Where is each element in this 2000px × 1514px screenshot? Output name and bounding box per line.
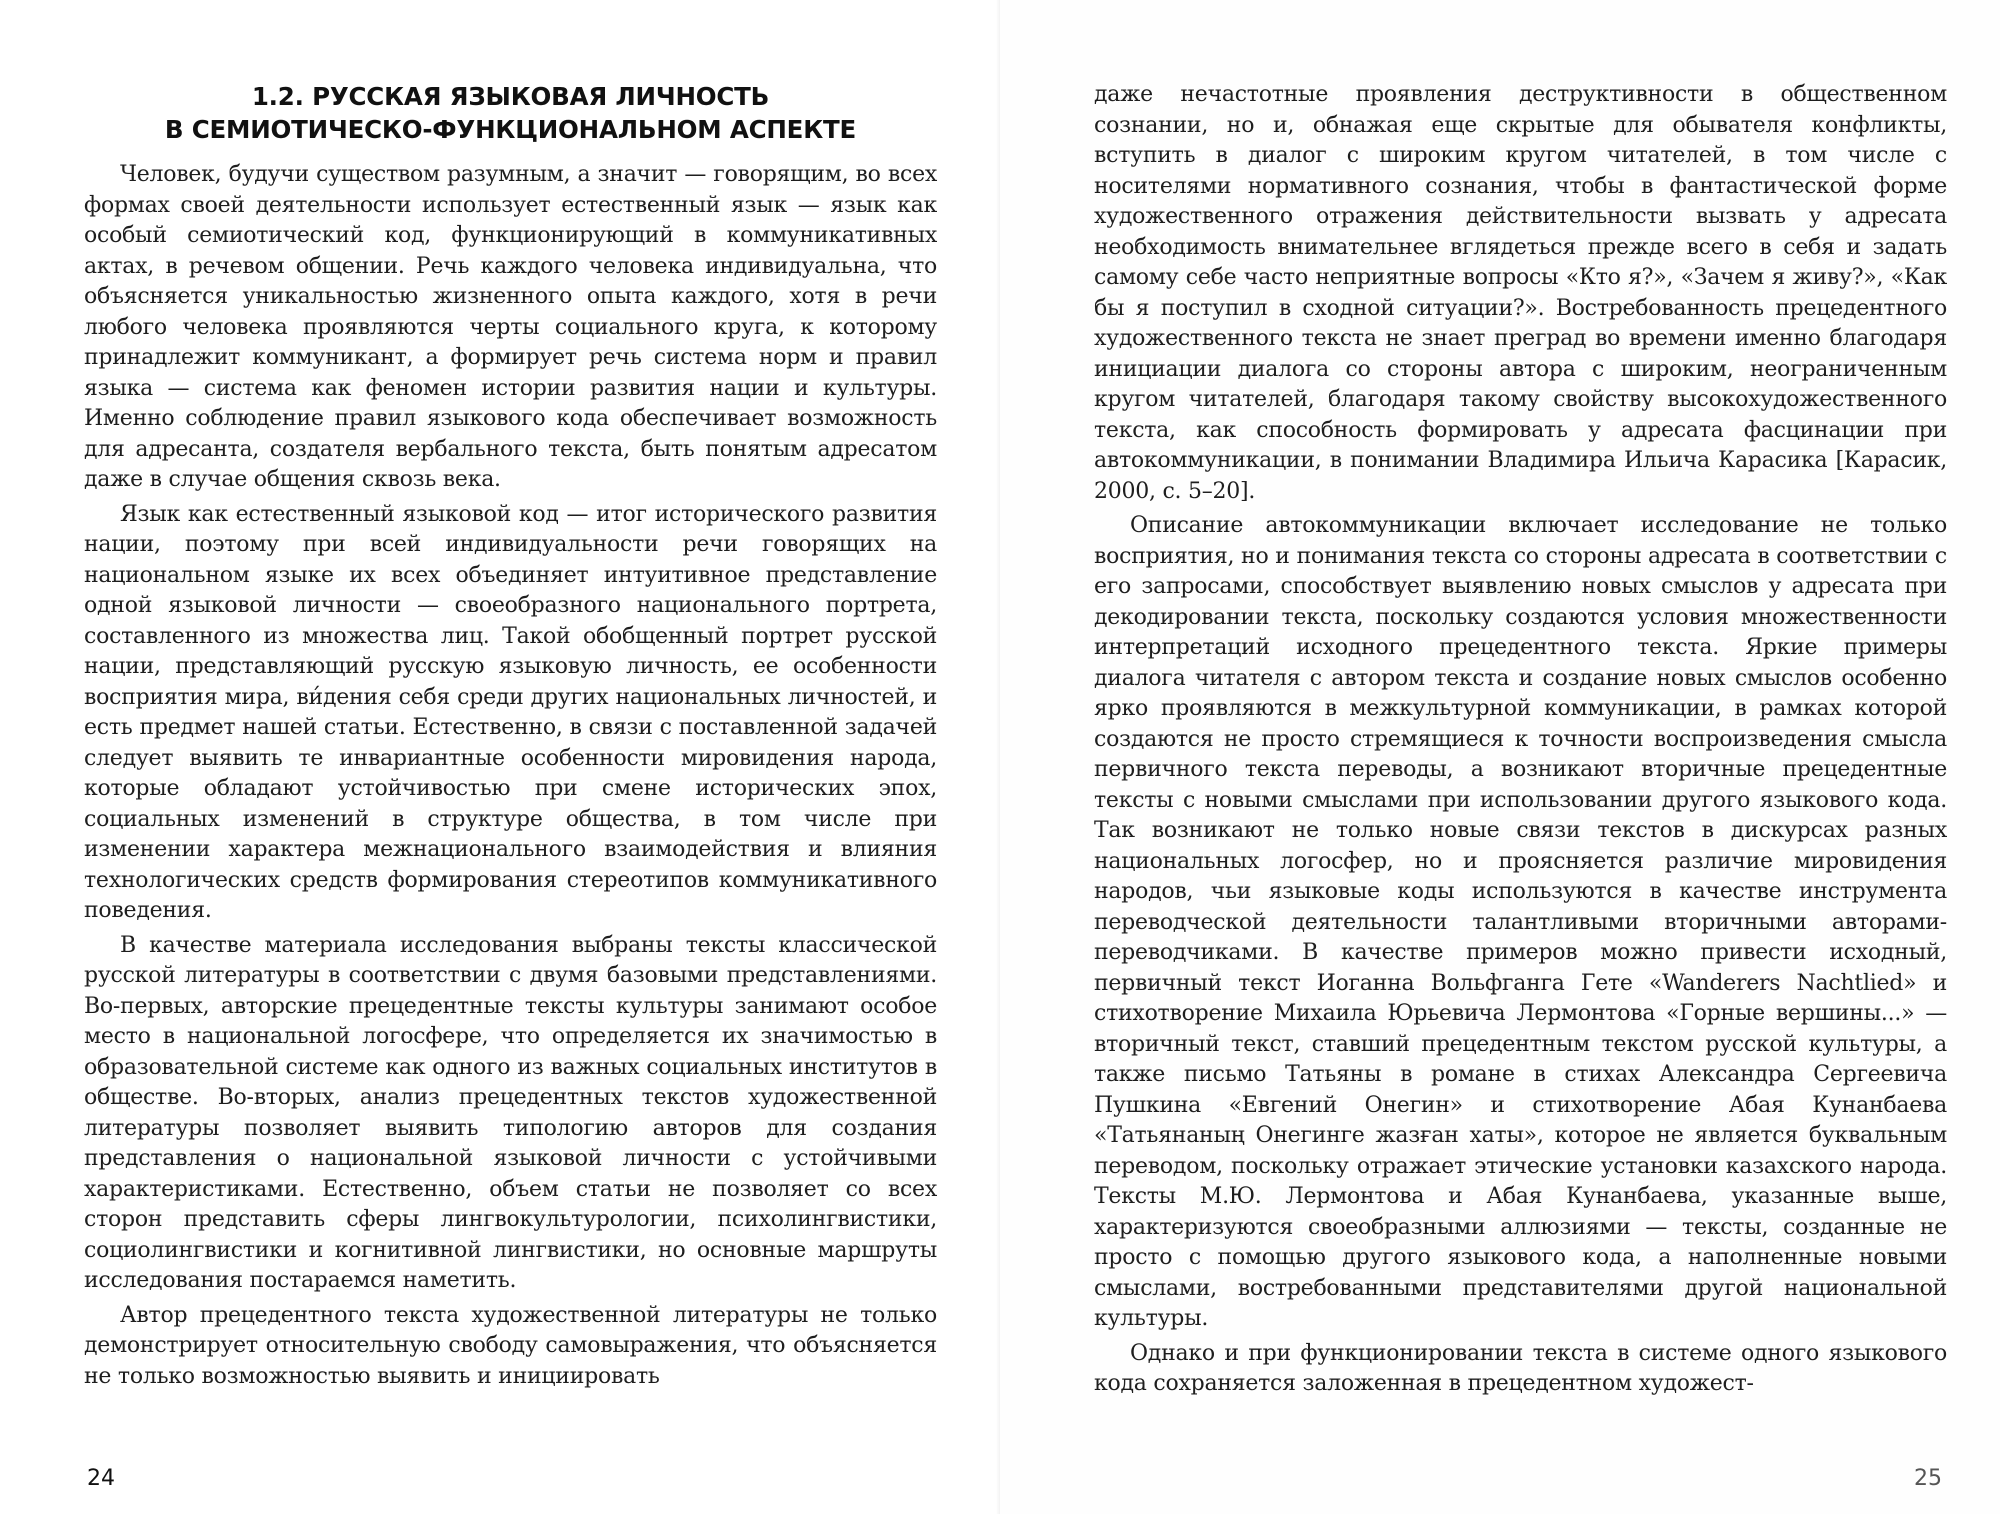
paragraph: В качестве материала исследования выбраны тексты классической русской литературы в соответствии с двумя базовыми представлениями. Во-первых, авторские прецедентные тексты культуры занимают особое место в национальной логосфере, что определяется их значимостью в образовательной системе как одного из важных социальных институтов в обществе. Во-вторых, анализ прецедентных текстов художественной литературы позволяет выявить типологию авторов для создания представления о национальной языковой личности с устойчивыми характеристиками. Естественно, объем статьи не позволяет со всех сторон представить сферы лингвокультурологии, психолингвистики, социолингвистики и когнитивной лингвистики, но основные маршруты исследования постараемся наметить. (84, 932, 937, 1293)
paragraph: Язык как естественный языковой код — итог исторического развития нации, поэтому при всей индивидуальности речи говорящих на национальном языке их всех объединяет интуитивное представление одной языковой личности — своеобразного национального портрета, составленного из множества лиц. Такой обобщенный портрет русской нации, представляющий русскую языковую личность, ее особенности восприятия мира, ви́дения себя среди других национальных личностей, и есть предмет нашей статьи. Естественно, в связи с поставленной задачей следует выявить те инвариантные особенности мировидения народа, которые обладают устойчивостью при смене исторических эпох, социальных изменений в структуре общества, в том числе при изменении характера межнационального взаимодействия и влияния технологических средств формирования стереотипов коммуникативного поведения. (84, 501, 937, 923)
right-text-column (1094, 80, 1947, 1400)
paragraph: Человек, будучи существом разумным, а значит — говорящим, во всех формах своей деятельности использует естественный язык — язык как особый семиотический код, функционирующий в коммуникативных актах, в речевом общении. Речь каждого человека индивидуальна, что объясняется уникальностью жизненного опыта каждого, хотя в речи любого человека проявляются черты социального круга, к которому принадлежит коммуникант, а формирует речь система норм и правил языка — система как феномен истории развития нации и культуры. Именно соблюдение правил языкового кода обеспечивает возможность для адресанта, создателя вербального текста, быть понятым адресатом даже в случае общения сквозь века. (84, 162, 937, 492)
section-title-line-1: 1.2. РУССКАЯ ЯЗЫКОВАЯ ЛИЧНОСТЬ (251, 82, 770, 111)
right-page (1000, 0, 2000, 1514)
paragraph: даже нечастотные проявления деструктивности в общественном сознании, но и, обнажая еще скрытые для обывателя конфликты, вступить в диалог с широким кругом читателей, в том числе с носителями нормативного сознания, чтобы в фантастической форме художественного отражения действительности вызвать у адресата необходимость внимательнее вглядеться прежде всего в себя и задать самому себе часто неприятные вопросы «Кто я?», «Зачем я живу?», «Как бы я поступил в сходной ситуации?». Востребованность прецедентного художественного текста не знает преград во времени именно благодаря инициации диалога со стороны автора с широким, неограниченным кругом читателей, благодаря такому свойству высокохудожественного текста, как способность формировать у адресата фасцинации при автокоммуникации, в понимании Владимира Ильича Карасика [Карасик, 2000, с. 5–20]. (1094, 82, 1947, 504)
left-text-column (84, 80, 937, 1392)
paragraph: Автор прецедентного текста художественной литературы не только демонстрирует относительную свободу самовыражения, что объясняется не только возможностью выявить и инициировать (84, 1302, 937, 1389)
section-title-line-2: В СЕМИОТИЧЕСКО-ФУНКЦИОНАЛЬНОМ АСПЕКТЕ (164, 115, 857, 144)
page-number: 25 (1914, 1466, 1942, 1491)
paragraph: Однако и при функционировании текста в системе одного языкового кода сохраняется заложенная в прецедентном художест- (1094, 1340, 1947, 1396)
section-title (84, 80, 937, 146)
paragraph: Описание автокоммуникации включает исследование не только восприятия, но и понимания текста со стороны адресата в соответствии с его запросами, способствует выявлению новых смыслов у адресата при декодировании текста, поскольку создаются условия множественности интерпретаций исходного прецедентного текста. Яркие примеры диалога читателя с автором текста и создание новых смыслов особенно ярко проявляются в межкультурной коммуникации, в рамках которой создаются не просто стремящиеся к точности воспроизведения смысла первичного текста переводы, а возникают вторичные прецедентные тексты с новыми смыслами при использовании другого языкового кода. Так возникают не только новые связи текстов в дискурсах разных национальных логосфер, но и проясняется различие мировидения народов, чьи языковые коды используются в качестве инструмента переводческой деятельности талантливыми вторичными авторами-переводчиками. В качестве примеров можно привести исходный, первичный текст Иоганна Вольфганга Гете «Wanderers Nachtlied» и стихотворение Михаила Юрьевича Лермонтова «Горные вершины...» — вторичный текст, ставший прецедентным текстом русской культуры, а также письмо Татьяны в романе в стихах Александра Сергеевича Пушкина «Евгений Онегин» и стихотворение Абая Кунанбаева «Татьянаның Онегинге жазған хаты», которое не является буквальным переводом, поскольку отражает этические установки казахского народа. Тексты М.Ю. Лермонтова и Абая Кунанбаева, указанные выше, характеризуются своеобразными аллюзиями — тексты, созданные не просто с помощью другого языкового кода, а наполненные новыми смыслами, востребованными представителями другой национальной культуры. (1094, 513, 1947, 1331)
page-number: 24 (87, 1466, 115, 1491)
